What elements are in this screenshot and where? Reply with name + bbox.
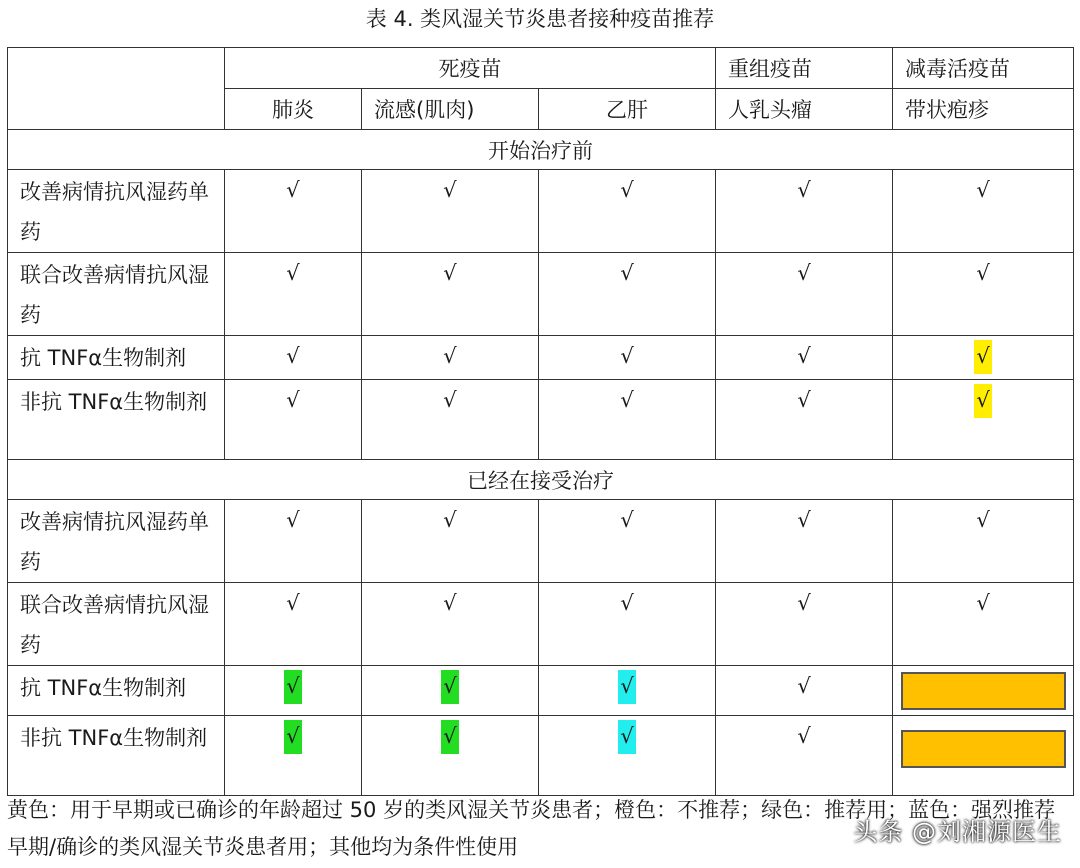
- table-row: [8, 583, 1074, 666]
- header-dead-vaccine: 死疫苗: [225, 48, 716, 89]
- table-row: [8, 716, 1074, 796]
- check-cell: √: [620, 178, 634, 202]
- check-cell: √: [286, 261, 300, 285]
- check-cell: √: [797, 261, 811, 285]
- check-cell: √: [797, 344, 811, 368]
- check-cell-yellow: √: [974, 340, 991, 374]
- check-cell-green: √: [284, 720, 301, 754]
- watermark: 头条 @刘湘源医生: [853, 818, 1062, 846]
- color-legend: 黄色：用于早期或已确诊的年龄超过 50 岁的类风湿关节炎患者；橙色：不推荐；绿色：推荐用；蓝色：强烈推荐早期/确诊的类风湿关节炎患者用；其他均为条件性使用: [7, 798, 1056, 859]
- row-label: 抗 TNFα生物制剂: [8, 336, 225, 380]
- check-cell: √: [286, 344, 300, 368]
- check-cell: √: [797, 724, 811, 748]
- section-title: 已经在接受治疗: [8, 460, 1074, 500]
- check-cell: √: [976, 591, 990, 615]
- check-cell: √: [620, 591, 634, 615]
- check-cell: √: [797, 178, 811, 202]
- section-row: [8, 460, 1074, 500]
- check-cell: √: [620, 388, 634, 412]
- check-cell-green: √: [441, 720, 458, 754]
- header-hpv: 人乳头瘤: [716, 89, 893, 130]
- row-label: 非抗 TNFα生物制剂: [8, 380, 225, 460]
- table-row: [8, 253, 1074, 336]
- check-cell-blue: √: [618, 670, 635, 704]
- check-cell: √: [286, 591, 300, 615]
- row-label: 联合改善病情抗风湿药: [8, 253, 225, 336]
- check-cell: √: [797, 388, 811, 412]
- table-row: [8, 336, 1074, 380]
- header-influenza: 流感(肌肉): [362, 89, 539, 130]
- check-cell-blue: √: [618, 720, 635, 754]
- row-label: 抗 TNFα生物制剂: [8, 666, 225, 716]
- check-cell: √: [620, 261, 634, 285]
- check-cell: √: [443, 508, 457, 532]
- check-cell-green: √: [284, 670, 301, 704]
- row-label: 非抗 TNFα生物制剂: [8, 716, 225, 796]
- check-cell: √: [286, 388, 300, 412]
- check-cell: √: [797, 674, 811, 698]
- check-cell: √: [443, 261, 457, 285]
- header-recombinant-vaccine: 重组疫苗: [716, 48, 893, 89]
- row-label: 联合改善病情抗风湿药: [8, 583, 225, 666]
- check-cell: √: [976, 261, 990, 285]
- check-cell: √: [976, 178, 990, 202]
- header-row-groups: [8, 48, 1074, 89]
- section-title: 开始治疗前: [8, 130, 1074, 170]
- check-cell-green: √: [441, 670, 458, 704]
- section-row: [8, 130, 1074, 170]
- row-label: 改善病情抗风湿药单药: [8, 170, 225, 253]
- corner-cell: [8, 48, 225, 130]
- header-hepatitis-b: 乙肝: [539, 89, 716, 130]
- table-row: [8, 500, 1074, 583]
- row-label: 改善病情抗风湿药单药: [8, 500, 225, 583]
- table-row: [8, 380, 1074, 460]
- check-cell: √: [286, 178, 300, 202]
- not-recommended-box: [901, 730, 1066, 768]
- check-cell: √: [976, 508, 990, 532]
- header-zoster: 带状疱疹: [893, 89, 1074, 130]
- check-cell: √: [797, 508, 811, 532]
- check-cell: √: [443, 344, 457, 368]
- check-cell: √: [797, 591, 811, 615]
- check-cell: √: [443, 591, 457, 615]
- header-pneumonia: 肺炎: [225, 89, 362, 130]
- check-cell: √: [443, 178, 457, 202]
- header-live-vaccine: 减毒活疫苗: [893, 48, 1074, 89]
- not-recommended-box: [901, 672, 1066, 710]
- table-row: [8, 666, 1074, 716]
- check-cell: √: [620, 508, 634, 532]
- table-row: [8, 170, 1074, 253]
- check-cell-yellow: √: [974, 384, 991, 418]
- check-cell: √: [620, 344, 634, 368]
- vaccine-table: [7, 47, 1074, 796]
- check-cell: √: [286, 508, 300, 532]
- table-caption: 表 4. 类风湿关节炎患者接种疫苗推荐: [365, 7, 715, 31]
- check-cell: √: [443, 388, 457, 412]
